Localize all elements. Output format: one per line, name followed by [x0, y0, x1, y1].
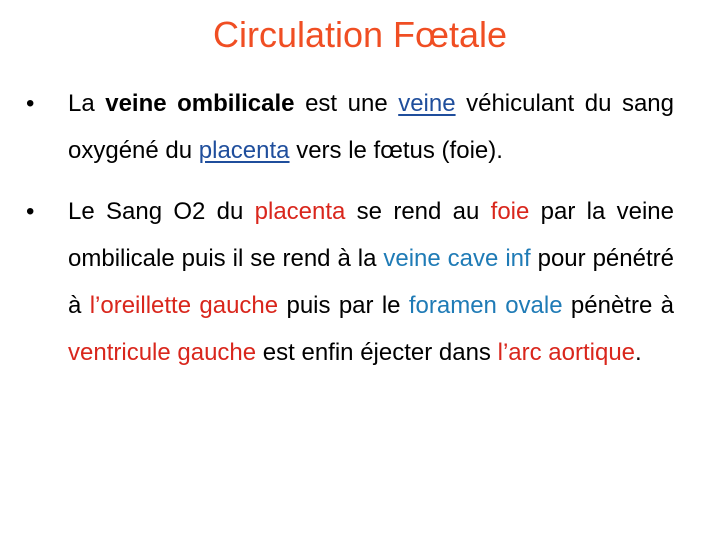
text-segment: pénètre à: [562, 292, 674, 319]
bullet-item-umbilical-vein: [26, 80, 674, 174]
term-ventricule-gauche: ventricule gauche: [68, 339, 257, 366]
text-segment: vers le fœtus (foie).: [289, 137, 503, 164]
term-arc-aortique: l’arc aortique: [497, 339, 636, 366]
bullet-marker: •: [26, 90, 35, 117]
text-segment: véhiculant du sang oxygéné du: [68, 90, 674, 164]
text-segment: est enfin éjecter dans: [256, 339, 498, 366]
term-foie: foie: [490, 198, 530, 225]
term-placenta: placenta: [254, 198, 346, 225]
text-segment: par la veine ombilicale puis il se rend à la: [68, 198, 674, 272]
term-veine-ombilicale: veine ombilicale: [105, 90, 295, 117]
text-segment: Le Sang O2 du: [68, 198, 255, 225]
term-foramen-ovale: foramen ovale: [408, 292, 563, 319]
link-placenta[interactable]: placenta: [198, 137, 290, 164]
text-segment: se rend au: [345, 198, 491, 225]
link-veine[interactable]: veine: [398, 90, 456, 117]
bullet-item-blood-path: [26, 188, 674, 376]
text-segment: .: [635, 339, 642, 366]
term-veine-cave-inf: veine cave inf: [383, 245, 531, 272]
slide-title: Circulation Fœtale: [212, 14, 508, 55]
text-segment: pour pénétré à: [68, 245, 674, 319]
bullet-marker: •: [26, 198, 35, 225]
text-segment: puis par le: [278, 292, 409, 319]
bullet-list: [26, 80, 674, 376]
term-oreillette-gauche: l’oreillette gauche: [89, 292, 279, 319]
text-segment: est une: [294, 90, 399, 117]
text-segment: La: [68, 90, 106, 117]
